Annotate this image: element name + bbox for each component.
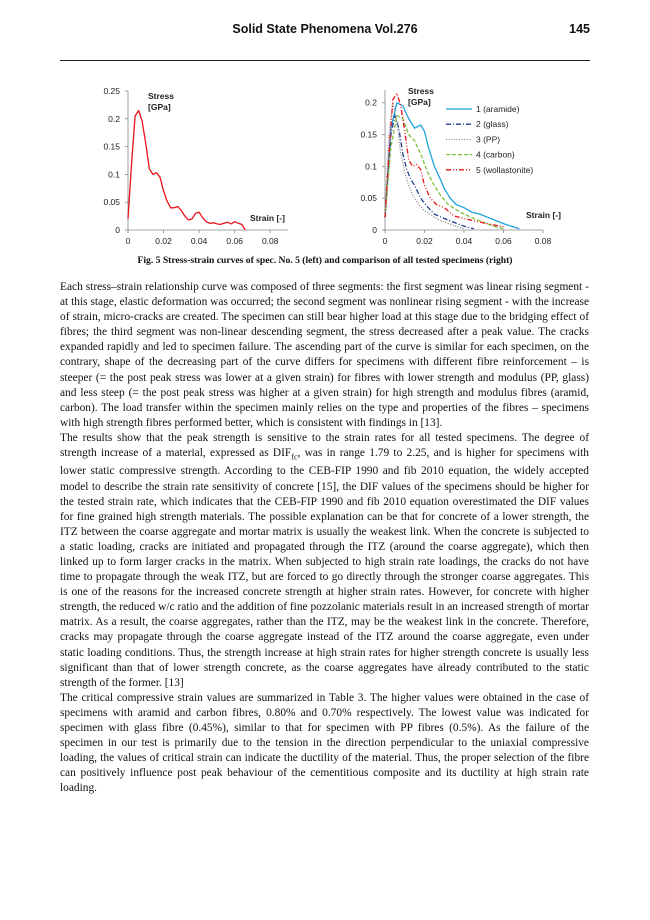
chart-left	[103, 86, 288, 246]
right-chart-y-tick-label: 0	[372, 225, 377, 235]
right-chart-x-tick-label: 0.08	[534, 236, 552, 246]
paragraph-2-part-1: The results show that the peak strength is sensitive to the strain rates for all tested specimens. The degree of strength increase of a material, expressed as DIF	[60, 431, 589, 460]
header-rule	[60, 60, 590, 61]
right-chart-y-tick-label: 0.05	[360, 193, 377, 204]
right-chart-legend-label-3: 3 (PP)	[476, 134, 501, 145]
left-chart-x-tick-label: 0.08	[261, 236, 279, 246]
left-chart-x-tick-label: 0.04	[190, 236, 208, 246]
right-chart-x-tick-label: 0.02	[416, 236, 433, 246]
dif-subscript: fc	[291, 452, 298, 462]
article-body	[60, 280, 589, 796]
left-chart-series-line-1	[128, 111, 245, 231]
right-chart-series-line-3	[385, 103, 464, 229]
left-chart-y-tick-label: 0.1	[108, 169, 120, 180]
paragraph-1: Each stress–strain relationship curve was composed of three segments: the first segment was linear rising segment - at this stage, elastic deformation was occurred; the second segment was nonlinear rising segment - with the increase of strain, micro-cracks are created. The specimen can still bear higher load at this stage due to the bridging effect of fibres; the third segment was non-linear descending segment, the stress decreased after a peak value. The cracks expanded rapidly and led to specimen failure. The ascending part of the curve is similar for each specimen, on the contrary, shape of the decreasing part of the curve differs for specimens with different fibre reinforcement – is steeper (= the post peak stress was lower at a given strain) for fibres with lower strength and modulus (PP, glass) and less steep (= the post peak stress was higher at a given strain) for high strength and modulus fibres (aramid, carbon). The load transfer within the specimen mainly relies on the type and properties of the fibres – specimens with high strength fibres performed better, which is consistent with findings in [13].	[60, 281, 589, 429]
paragraph-2-part-2: , was in range 1.79 to 2.25, and is higher for specimens with lower static compressive strength. According to the CEB-FIP 1990 and fib 2010 equation, the widely accepted model to describe the strain rate sensitivity of concrete [15], the DIF values of the specimens should be higher for the tested strain rate, which indicates that the CEB-FIP 1990 and fib 2010 equation overestimated the DIF values for fine grained high strength materials. The possible explanation can be that for concrete of a lower strength, the ITZ between the coarse aggregate and mortar matrix is usually the weakest link. When the concrete is subjected to a static loading, cracks are initiated and propagated through the ITZ (around the coarse aggregate), which then linked up to form larger cracks in the matrix. When subjected to high strain rate loadings, the cracks do not have time to propagate through the weak ITZ, but are forced to go directly through the stronger coarse aggregates. This is one of the reasons for the increased concrete strength at higher strain rates. However, for concrete with higher strength, the reduced w/c ratio and the addition of fine pozzolanic materials result in an increased strength of mortar matrix. As a result, the coarse aggregates, rather than the ITZ, may be the weakest link in the concrete. Therefore, cracks may propagate through the coarse aggregate instead of the ITZ around the coarse aggregate, even under static loading conditions. Thus, the strength increase at high strain rates for higher strength concrete is usually less significant than that of lower strength concrete, as the coarse aggregates have already contributed to the static strength of the former. [13]	[60, 447, 590, 689]
left-chart-x-tick-label: 0	[125, 236, 131, 246]
right-chart-legend-label-2: 2 (glass)	[476, 119, 509, 130]
right-chart-y-tick-label: 0.2	[365, 97, 377, 108]
left-chart-y-axis-label: Stress [GPa]	[148, 91, 174, 112]
figure-caption: Fig. 5 Stress-strain curves of spec. No. 5 (left) and comparison of all tested specimens (right)	[137, 255, 513, 266]
right-chart-y-axis-label: Stress [GPa]	[408, 86, 434, 107]
right-chart-x-tick-label: 0	[382, 236, 388, 246]
right-chart-x-axis-label: Strain [-]	[526, 210, 561, 220]
left-chart-y-tick-label: 0	[115, 225, 120, 235]
left-chart-y-tick-label: 0.15	[103, 141, 120, 152]
left-chart-y-tick-label: 0.25	[103, 86, 120, 96]
figure-canvas	[90, 78, 590, 256]
figure	[90, 78, 590, 256]
right-chart-y-tick-label: 0.15	[360, 129, 377, 140]
running-header	[60, 22, 590, 40]
left-chart-x-tick-label: 0.02	[155, 236, 172, 246]
right-chart-x-tick-label: 0.06	[495, 236, 512, 246]
right-chart-x-tick-label: 0.04	[455, 236, 473, 246]
right-chart-y-tick-label: 0.1	[365, 161, 377, 172]
paragraph-2	[60, 431, 589, 691]
paragraph-3: The critical compressive strain values are summarized in Table 3. The higher values were obtained in the case of specimens with aramid and carbon fibres, 0.80% and 0.70% respectively. The lowest value was indicated for specimen with glass fibre (0.45%), similar to that for specimen with PP fibres (0.5%). As the failure of the specimen in our test is primarily due to the tension in the direction perpendicular to the uniaxial compressive loading, the values of critical strain can indicate the ductility of the material. Thus, the proper selection of the fibre can positively influence post peak behaviour of the cementitious composite and its ductility at high strain rate loading.	[60, 691, 589, 795]
right-chart-series-line-2	[385, 116, 474, 229]
right-chart-legend-label-4: 4 (carbon)	[476, 149, 515, 160]
page-number: 145	[569, 22, 590, 36]
chart-right	[360, 86, 561, 246]
left-chart-x-tick-label: 0.06	[226, 236, 243, 246]
journal-title: Solid State Phenomena Vol.276	[232, 22, 418, 36]
left-chart-x-axis-label: Strain [-]	[250, 213, 285, 223]
right-chart-legend-label-5: 5 (wollastonite)	[476, 164, 534, 175]
right-chart-legend-label-1: 1 (aramide)	[476, 104, 520, 114]
left-chart-y-tick-label: 0.05	[103, 197, 120, 208]
left-chart-y-tick-label: 0.2	[108, 113, 120, 124]
